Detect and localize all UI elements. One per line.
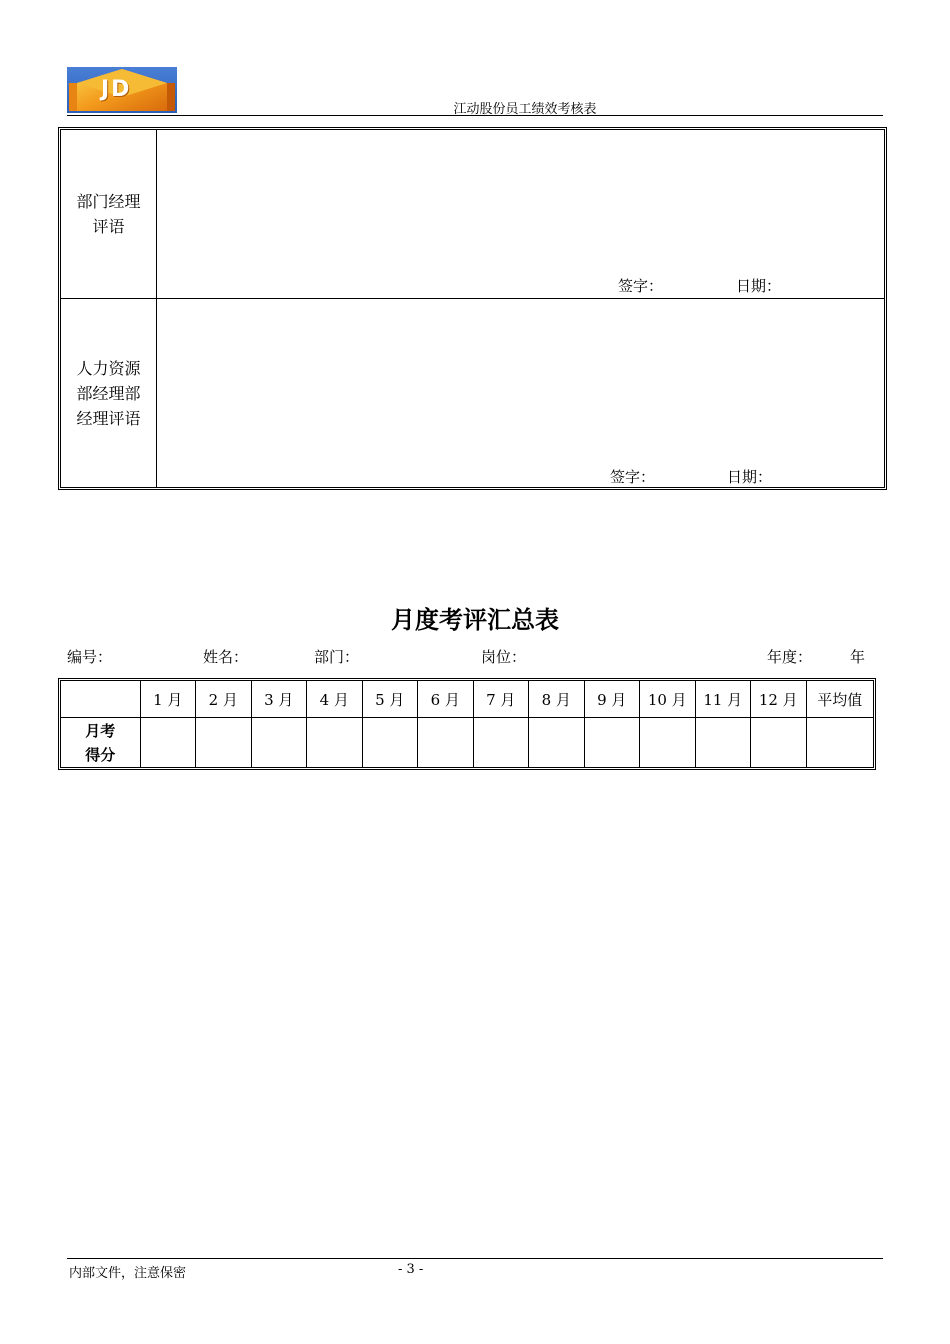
summary-title: 月度考评汇总表 xyxy=(391,605,559,634)
number-label: 编号： xyxy=(67,648,113,666)
monthly-score-label: 月考 得分 xyxy=(61,718,140,768)
column-header: 平均值 xyxy=(806,681,873,718)
dept-manager-signature-label: 签字： xyxy=(618,277,664,295)
header-title: 江动股份员工绩效考核表 xyxy=(453,102,597,117)
average-cell[interactable] xyxy=(806,718,873,768)
year-suffix: 年 xyxy=(850,648,866,666)
score-cell[interactable] xyxy=(362,718,418,768)
column-header: 6 月 xyxy=(418,681,474,718)
table-header-corner xyxy=(61,681,140,718)
score-cell[interactable] xyxy=(418,718,474,768)
column-header: 5 月 xyxy=(362,681,418,718)
score-cell[interactable] xyxy=(140,718,196,768)
score-cell[interactable] xyxy=(695,718,751,768)
column-header: 8 月 xyxy=(529,681,585,718)
dept-manager-date-label: 日期： xyxy=(736,277,782,295)
column-header: 10 月 xyxy=(640,681,696,718)
company-logo xyxy=(67,67,177,113)
column-header: 1 月 xyxy=(140,681,196,718)
column-header: 11 月 xyxy=(695,681,751,718)
position-label: 岗位： xyxy=(481,648,527,666)
column-header: 7 月 xyxy=(473,681,529,718)
hr-manager-signature-label: 签字： xyxy=(610,468,656,486)
hr-manager-comment-row xyxy=(61,299,884,487)
table-header-row xyxy=(61,681,873,718)
score-cell[interactable] xyxy=(473,718,529,768)
column-header: 2 月 xyxy=(196,681,252,718)
score-cell[interactable] xyxy=(196,718,252,768)
comments-table xyxy=(58,127,887,490)
dept-label: 部门： xyxy=(314,648,360,666)
hr-manager-date-label: 日期： xyxy=(727,468,773,486)
hr-manager-comment-label: 人力资源 部经理部 经理评语 xyxy=(61,299,157,487)
score-cell[interactable] xyxy=(307,718,363,768)
logo-text: JD xyxy=(101,77,132,102)
column-header: 4 月 xyxy=(307,681,363,718)
score-cell[interactable] xyxy=(640,718,696,768)
monthly-score-table xyxy=(58,678,876,770)
table-row xyxy=(61,718,873,768)
column-header: 3 月 xyxy=(251,681,307,718)
dept-manager-comment-label: 部门经理 评语 xyxy=(61,130,157,298)
year-label: 年度： xyxy=(767,648,813,666)
name-label: 姓名： xyxy=(203,648,249,666)
score-cell[interactable] xyxy=(529,718,585,768)
score-cell[interactable] xyxy=(251,718,307,768)
dept-manager-comment-row xyxy=(61,130,884,299)
confidential-notice: 内部文件，注意保密 xyxy=(69,1266,187,1281)
page-number: - 3 - xyxy=(398,1262,424,1277)
footer-divider xyxy=(67,1258,883,1259)
header-divider xyxy=(67,115,883,116)
column-header: 9 月 xyxy=(584,681,640,718)
score-cell[interactable] xyxy=(584,718,640,768)
score-cell[interactable] xyxy=(751,718,807,768)
column-header: 12 月 xyxy=(751,681,807,718)
